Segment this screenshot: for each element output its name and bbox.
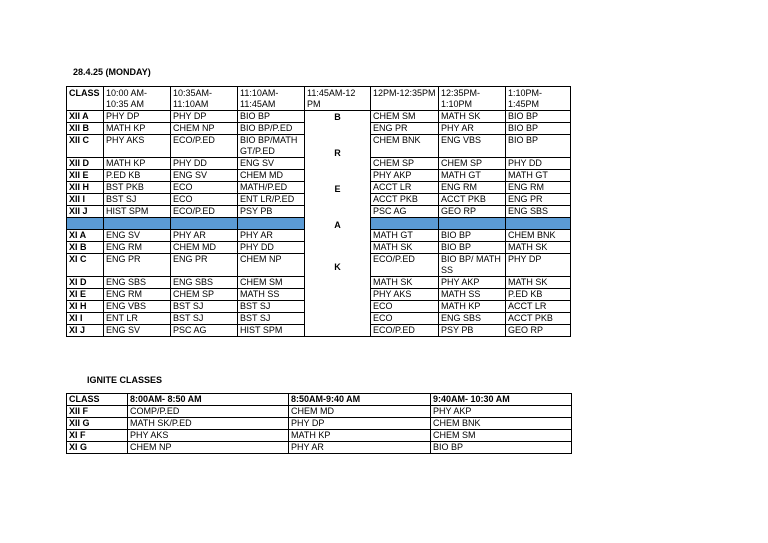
subject-cell: CHEM NP [171,123,238,135]
subject-cell: ECO [171,194,238,206]
subject-cell: PHY AR [289,442,431,454]
subject-cell: BIO BP [506,123,571,135]
period-header: 9:40AM- 10:30 AM [431,394,572,406]
subject-cell: ENG PR [506,194,571,206]
subject-cell: BIO BP [506,135,571,158]
subject-cell: BST SJ [171,313,238,325]
break-letters [305,111,370,273]
subject-cell: MATH SS [238,289,305,301]
subject-cell: PHY DP [104,111,171,123]
break-letter: K [334,262,341,272]
subject-cell: ENG PR [171,254,238,277]
subject-cell: PHY AR [238,230,305,242]
class-cell: XII C [67,135,104,158]
subject-cell: ECO [171,182,238,194]
subject-cell: ENG RM [104,289,171,301]
class-cell: XI E [67,289,104,301]
subject-cell: ECO/P.ED [371,325,439,337]
class-cell: XII G [67,418,128,430]
subject-cell: CHEM SM [371,111,439,123]
period-header: 11:10AM-11:45AM [238,87,305,111]
subject-cell: ENT LR [104,313,171,325]
subject-cell: ENG VBS [439,135,506,158]
period-header: 11:45AM-12 PM [305,87,371,111]
subject-cell: GEO RP [506,325,571,337]
subject-cell: BIO BP/P.ED [238,123,305,135]
subject-cell: ENG SV [171,170,238,182]
subject-cell: ECO [371,301,439,313]
subject-cell: BST SJ [238,301,305,313]
subject-cell: BST SJ [171,301,238,313]
separator-cell [238,218,305,230]
class-cell: XII A [67,111,104,123]
subject-cell: ACCT PKB [506,313,571,325]
subject-cell: MATH KP [289,430,431,442]
subject-cell: CHEM MD [238,170,305,182]
subject-cell: MATH GT [506,170,571,182]
subject-cell: ENG SV [104,325,171,337]
subject-cell: MATH SK/P.ED [128,418,289,430]
subject-cell: MATH SK [439,111,506,123]
period-header: 12:35PM-1:10PM [439,87,506,111]
subject-cell: CHEM BNK [431,418,572,430]
table-row [67,406,572,418]
ignite-heading: IGNITE CLASSES [87,375,163,385]
subject-cell: ENG RM [506,182,571,194]
subject-cell: BIO BP/ MATH SS [439,254,506,277]
subject-cell: ENG RM [104,242,171,254]
subject-cell: CHEM NP [238,254,305,277]
subject-cell: ENG SV [238,158,305,170]
subject-cell: PHY AKS [371,289,439,301]
subject-cell: BIO BP [439,230,506,242]
subject-cell: CHEM SP [439,158,506,170]
subject-cell: MATH KP [104,123,171,135]
class-column-header: CLASS [67,394,128,406]
subject-cell: BIO BP/MATH GT/P.ED [238,135,305,158]
subject-cell: ENG SV [104,230,171,242]
ignite-table [66,393,572,454]
subject-cell: ENG SBS [104,277,171,289]
subject-cell: CHEM SM [431,430,572,442]
subject-cell: MATH GT [371,230,439,242]
subject-cell: MATH GT [439,170,506,182]
subject-cell: GEO RP [439,206,506,218]
table-row [67,418,572,430]
subject-cell: PSC AG [371,206,439,218]
class-cell: XII J [67,206,104,218]
ignite-header-row [67,394,572,406]
subject-cell: BIO BP [431,442,572,454]
subject-cell: BST SJ [104,194,171,206]
subject-cell: ENG SBS [171,277,238,289]
subject-cell: CHEM SM [238,277,305,289]
subject-cell: PHY AKS [104,135,171,158]
class-cell: XI B [67,242,104,254]
subject-cell: P.ED KB [104,170,171,182]
class-cell: XII I [67,194,104,206]
subject-cell: PHY AR [439,123,506,135]
subject-cell: ENG PR [371,123,439,135]
subject-cell: HIST SPM [104,206,171,218]
class-cell: XI D [67,277,104,289]
subject-cell: BIO BP [238,111,305,123]
subject-cell: ECO/P.ED [371,254,439,277]
subject-cell: CHEM SP [171,289,238,301]
subject-cell: PHY DP [171,111,238,123]
subject-cell: CHEM MD [171,242,238,254]
subject-cell: PHY DD [171,158,238,170]
subject-cell: CHEM SP [371,158,439,170]
period-header: 8:00AM- 8:50 AM [128,394,289,406]
class-cell: XII H [67,182,104,194]
break-letter: E [334,184,341,194]
class-cell: XI A [67,230,104,242]
subject-cell: PHY DD [238,242,305,254]
class-cell: XI J [67,325,104,337]
subject-cell: MATH KP [104,158,171,170]
table-row [67,430,572,442]
subject-cell: MATH SK [506,277,571,289]
subject-cell: ECO/P.ED [171,206,238,218]
period-header: 8:50AM-9:40 AM [289,394,431,406]
separator-cell [506,218,571,230]
class-cell: XII B [67,123,104,135]
subject-cell: MATH KP [439,301,506,313]
separator-cell [67,218,104,230]
subject-cell: CHEM BNK [506,230,571,242]
class-column-header: CLASS [67,87,104,111]
subject-cell: PHY DP [506,254,571,277]
table-row [67,442,572,454]
subject-cell: MATH SK [371,242,439,254]
subject-cell: BIO BP [506,111,571,123]
subject-cell: PHY DP [289,418,431,430]
subject-cell: ENG SBS [506,206,571,218]
break-column [305,111,371,337]
date-heading: 28.4.25 (MONDAY) [73,67,151,77]
class-cell: XI F [67,430,128,442]
subject-cell: MATH SK [506,242,571,254]
subject-cell: BIO BP [439,242,506,254]
subject-cell: ECO/P.ED [171,135,238,158]
subject-cell: HIST SPM [238,325,305,337]
subject-cell: PSY PB [238,206,305,218]
subject-cell: CHEM NP [128,442,289,454]
period-header: 10:35AM-11:10AM [171,87,238,111]
subject-cell: PSC AG [171,325,238,337]
subject-cell: PHY AKS [128,430,289,442]
break-letter: B [334,112,341,122]
table-row [67,111,571,123]
subject-cell: ENT LR/P.ED [238,194,305,206]
class-cell: XI C [67,254,104,277]
subject-cell: P.ED KB [506,289,571,301]
subject-cell: ECO [371,313,439,325]
timetable-header-row [67,87,571,111]
subject-cell: MATH SS [439,289,506,301]
subject-cell: ENG SBS [439,313,506,325]
class-cell: XI H [67,301,104,313]
subject-cell: MATH/P.ED [238,182,305,194]
timetable [66,86,571,337]
class-cell: XII D [67,158,104,170]
subject-cell: PHY AKP [431,406,572,418]
subject-cell: CHEM MD [289,406,431,418]
class-cell: XI G [67,442,128,454]
class-cell: XII E [67,170,104,182]
subject-cell: ENG RM [439,182,506,194]
subject-cell: PHY DD [506,158,571,170]
break-letter: A [334,220,341,230]
separator-cell [171,218,238,230]
subject-cell: ACCT PKB [439,194,506,206]
subject-cell: BST PKB [104,182,171,194]
subject-cell: COMP/P.ED [128,406,289,418]
subject-cell: CHEM BNK [371,135,439,158]
break-letter: R [334,148,341,158]
subject-cell: ACCT LR [506,301,571,313]
class-cell: XI I [67,313,104,325]
separator-cell [104,218,171,230]
subject-cell: MATH SK [371,277,439,289]
subject-cell: ENG PR [104,254,171,277]
subject-cell: ENG VBS [104,301,171,313]
period-header: 1:10PM-1:45PM [506,87,571,111]
separator-cell [439,218,506,230]
subject-cell: PSY PB [439,325,506,337]
subject-cell: PHY AR [171,230,238,242]
period-header: 10:00 AM-10:35 AM [104,87,171,111]
subject-cell: ACCT PKB [371,194,439,206]
subject-cell: BST SJ [238,313,305,325]
subject-cell: PHY AKP [439,277,506,289]
period-header: 12PM-12:35PM [371,87,439,111]
class-cell: XII F [67,406,128,418]
separator-cell [371,218,439,230]
subject-cell: ACCT LR [371,182,439,194]
subject-cell: PHY AKP [371,170,439,182]
